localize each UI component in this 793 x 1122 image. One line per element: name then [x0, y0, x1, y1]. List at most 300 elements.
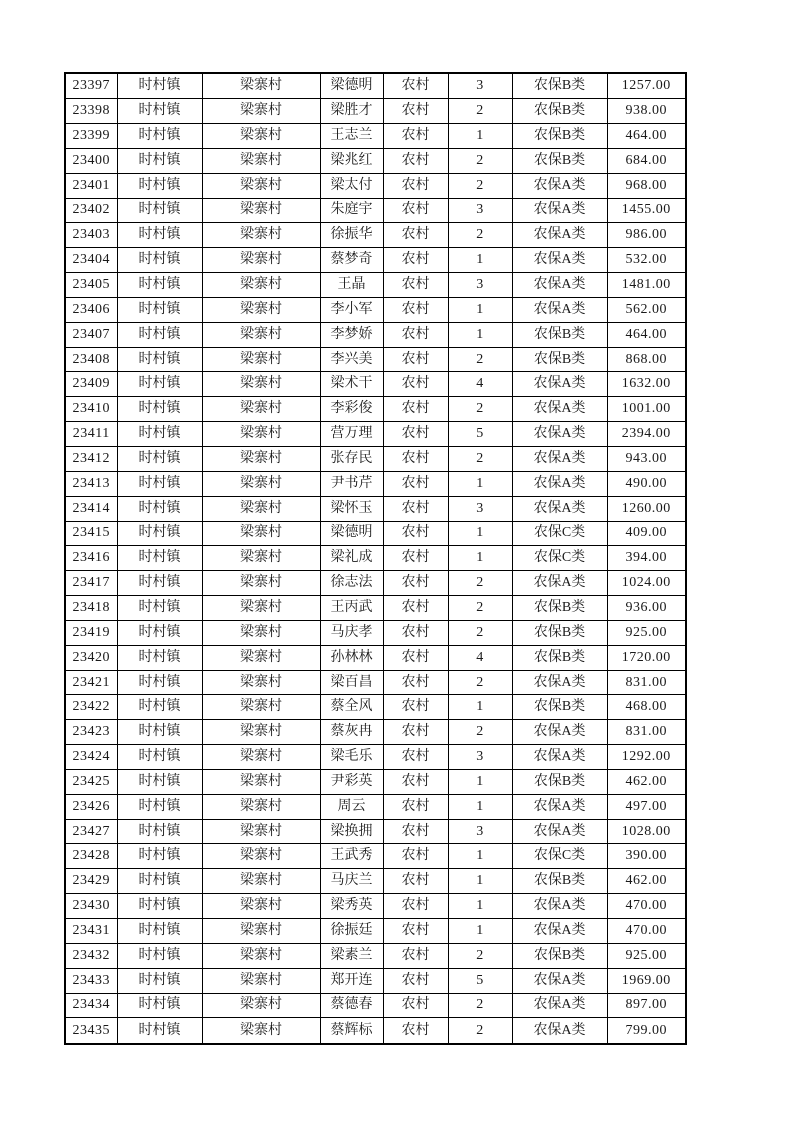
cell-name: 尹书芹 — [320, 471, 383, 496]
cell-residence: 农村 — [383, 546, 448, 571]
cell-residence: 农村 — [383, 620, 448, 645]
cell-town: 时村镇 — [117, 273, 202, 298]
cell-amount: 1260.00 — [607, 496, 686, 521]
cell-residence: 农村 — [383, 943, 448, 968]
cell-id: 23430 — [65, 894, 117, 919]
cell-town: 时村镇 — [117, 446, 202, 471]
cell-town: 时村镇 — [117, 546, 202, 571]
cell-name: 梁德明 — [320, 521, 383, 546]
cell-name: 朱庭宇 — [320, 198, 383, 223]
cell-village: 梁寨村 — [202, 223, 320, 248]
table-row — [65, 769, 686, 794]
cell-town: 时村镇 — [117, 670, 202, 695]
cell-count: 5 — [448, 422, 512, 447]
cell-amount: 868.00 — [607, 347, 686, 372]
cell-id: 23399 — [65, 124, 117, 149]
cell-amount: 1028.00 — [607, 819, 686, 844]
cell-residence: 农村 — [383, 248, 448, 273]
cell-count: 2 — [448, 446, 512, 471]
cell-id: 23410 — [65, 397, 117, 422]
cell-town: 时村镇 — [117, 596, 202, 621]
cell-id: 23424 — [65, 745, 117, 770]
cell-residence: 农村 — [383, 1018, 448, 1044]
table-row — [65, 571, 686, 596]
cell-count: 2 — [448, 943, 512, 968]
cell-id: 23426 — [65, 794, 117, 819]
cell-residence: 农村 — [383, 745, 448, 770]
table-row — [65, 446, 686, 471]
cell-town: 时村镇 — [117, 745, 202, 770]
cell-name: 梁兆红 — [320, 148, 383, 173]
cell-town: 时村镇 — [117, 198, 202, 223]
table-row — [65, 521, 686, 546]
cell-name: 徐志法 — [320, 571, 383, 596]
cell-amount: 394.00 — [607, 546, 686, 571]
cell-amount: 1632.00 — [607, 372, 686, 397]
cell-id: 23417 — [65, 571, 117, 596]
cell-id: 23432 — [65, 943, 117, 968]
cell-amount: 1720.00 — [607, 645, 686, 670]
cell-name: 梁换拥 — [320, 819, 383, 844]
cell-name: 李彩俊 — [320, 397, 383, 422]
cell-residence: 农村 — [383, 347, 448, 372]
cell-village: 梁寨村 — [202, 422, 320, 447]
cell-insurance_class: 农保A类 — [512, 993, 607, 1018]
cell-count: 1 — [448, 297, 512, 322]
cell-name: 张存民 — [320, 446, 383, 471]
cell-insurance_class: 农保B类 — [512, 596, 607, 621]
cell-residence: 农村 — [383, 223, 448, 248]
cell-residence: 农村 — [383, 372, 448, 397]
cell-id: 23421 — [65, 670, 117, 695]
cell-insurance_class: 农保A类 — [512, 670, 607, 695]
table-row — [65, 148, 686, 173]
cell-village: 梁寨村 — [202, 198, 320, 223]
cell-count: 1 — [448, 894, 512, 919]
cell-insurance_class: 农保B类 — [512, 99, 607, 124]
cell-amount: 925.00 — [607, 943, 686, 968]
cell-id: 23409 — [65, 372, 117, 397]
table-row — [65, 223, 686, 248]
cell-village: 梁寨村 — [202, 297, 320, 322]
cell-count: 3 — [448, 745, 512, 770]
cell-id: 23397 — [65, 73, 117, 99]
cell-id: 23404 — [65, 248, 117, 273]
cell-residence: 农村 — [383, 124, 448, 149]
cell-amount: 986.00 — [607, 223, 686, 248]
table-row — [65, 844, 686, 869]
cell-amount: 1292.00 — [607, 745, 686, 770]
cell-town: 时村镇 — [117, 894, 202, 919]
cell-town: 时村镇 — [117, 943, 202, 968]
table-row — [65, 422, 686, 447]
cell-count: 1 — [448, 521, 512, 546]
cell-name: 梁礼成 — [320, 546, 383, 571]
cell-name: 李小军 — [320, 297, 383, 322]
cell-town: 时村镇 — [117, 794, 202, 819]
cell-name: 蔡灰冉 — [320, 720, 383, 745]
cell-insurance_class: 农保A类 — [512, 496, 607, 521]
cell-id: 23414 — [65, 496, 117, 521]
table-row — [65, 496, 686, 521]
cell-town: 时村镇 — [117, 869, 202, 894]
cell-insurance_class: 农保B类 — [512, 148, 607, 173]
cell-insurance_class: 农保A类 — [512, 819, 607, 844]
table-row — [65, 943, 686, 968]
cell-amount: 1024.00 — [607, 571, 686, 596]
cell-count: 3 — [448, 819, 512, 844]
cell-residence: 农村 — [383, 695, 448, 720]
cell-amount: 470.00 — [607, 894, 686, 919]
cell-village: 梁寨村 — [202, 173, 320, 198]
cell-town: 时村镇 — [117, 695, 202, 720]
table-row — [65, 819, 686, 844]
table-row — [65, 198, 686, 223]
cell-residence: 农村 — [383, 645, 448, 670]
cell-residence: 农村 — [383, 446, 448, 471]
cell-count: 3 — [448, 496, 512, 521]
cell-id: 23435 — [65, 1018, 117, 1044]
cell-id: 23419 — [65, 620, 117, 645]
cell-insurance_class: 农保A类 — [512, 273, 607, 298]
cell-id: 23407 — [65, 322, 117, 347]
cell-count: 1 — [448, 322, 512, 347]
table-row — [65, 546, 686, 571]
cell-residence: 农村 — [383, 844, 448, 869]
cell-name: 徐振廷 — [320, 919, 383, 944]
table-row — [65, 73, 686, 99]
cell-name: 梁术干 — [320, 372, 383, 397]
cell-insurance_class: 农保B类 — [512, 943, 607, 968]
table-row — [65, 471, 686, 496]
cell-amount: 462.00 — [607, 769, 686, 794]
cell-town: 时村镇 — [117, 99, 202, 124]
cell-town: 时村镇 — [117, 769, 202, 794]
cell-residence: 农村 — [383, 596, 448, 621]
cell-residence: 农村 — [383, 670, 448, 695]
table-row — [65, 869, 686, 894]
cell-id: 23425 — [65, 769, 117, 794]
cell-count: 4 — [448, 645, 512, 670]
cell-village: 梁寨村 — [202, 745, 320, 770]
cell-amount: 831.00 — [607, 720, 686, 745]
cell-count: 2 — [448, 223, 512, 248]
cell-insurance_class: 农保B类 — [512, 347, 607, 372]
cell-insurance_class: 农保B类 — [512, 645, 607, 670]
cell-amount: 936.00 — [607, 596, 686, 621]
cell-count: 1 — [448, 844, 512, 869]
cell-town: 时村镇 — [117, 397, 202, 422]
cell-village: 梁寨村 — [202, 496, 320, 521]
cell-village: 梁寨村 — [202, 794, 320, 819]
cell-town: 时村镇 — [117, 422, 202, 447]
cell-name: 郑开连 — [320, 968, 383, 993]
cell-insurance_class: 农保A类 — [512, 1018, 607, 1044]
cell-id: 23423 — [65, 720, 117, 745]
cell-residence: 农村 — [383, 273, 448, 298]
records-table — [64, 72, 687, 1045]
table-row — [65, 596, 686, 621]
cell-residence: 农村 — [383, 99, 448, 124]
table-row — [65, 124, 686, 149]
cell-name: 梁德明 — [320, 73, 383, 99]
cell-amount: 897.00 — [607, 993, 686, 1018]
cell-town: 时村镇 — [117, 645, 202, 670]
table-row — [65, 173, 686, 198]
cell-insurance_class: 农保A类 — [512, 571, 607, 596]
cell-count: 3 — [448, 273, 512, 298]
cell-name: 李梦娇 — [320, 322, 383, 347]
cell-id: 23416 — [65, 546, 117, 571]
cell-insurance_class: 农保A类 — [512, 198, 607, 223]
cell-insurance_class: 农保B类 — [512, 769, 607, 794]
cell-insurance_class: 农保A类 — [512, 397, 607, 422]
cell-name: 王丙武 — [320, 596, 383, 621]
cell-name: 蔡德春 — [320, 993, 383, 1018]
cell-town: 时村镇 — [117, 124, 202, 149]
cell-village: 梁寨村 — [202, 73, 320, 99]
cell-residence: 农村 — [383, 968, 448, 993]
cell-town: 时村镇 — [117, 1018, 202, 1044]
cell-town: 时村镇 — [117, 993, 202, 1018]
cell-town: 时村镇 — [117, 844, 202, 869]
cell-residence: 农村 — [383, 521, 448, 546]
cell-town: 时村镇 — [117, 173, 202, 198]
cell-amount: 2394.00 — [607, 422, 686, 447]
cell-count: 5 — [448, 968, 512, 993]
cell-amount: 968.00 — [607, 173, 686, 198]
cell-name: 梁秀英 — [320, 894, 383, 919]
cell-name: 马庆兰 — [320, 869, 383, 894]
cell-residence: 农村 — [383, 496, 448, 521]
cell-insurance_class: 农保A类 — [512, 794, 607, 819]
cell-village: 梁寨村 — [202, 620, 320, 645]
cell-village: 梁寨村 — [202, 919, 320, 944]
cell-town: 时村镇 — [117, 148, 202, 173]
cell-name: 李兴美 — [320, 347, 383, 372]
cell-id: 23401 — [65, 173, 117, 198]
cell-residence: 农村 — [383, 173, 448, 198]
cell-insurance_class: 农保A类 — [512, 446, 607, 471]
cell-amount: 943.00 — [607, 446, 686, 471]
cell-amount: 1969.00 — [607, 968, 686, 993]
cell-town: 时村镇 — [117, 372, 202, 397]
cell-count: 4 — [448, 372, 512, 397]
cell-residence: 农村 — [383, 73, 448, 99]
cell-id: 23408 — [65, 347, 117, 372]
cell-residence: 农村 — [383, 471, 448, 496]
cell-village: 梁寨村 — [202, 322, 320, 347]
cell-name: 马庆孝 — [320, 620, 383, 645]
cell-amount: 462.00 — [607, 869, 686, 894]
cell-insurance_class: 农保B类 — [512, 124, 607, 149]
cell-insurance_class: 农保C类 — [512, 546, 607, 571]
cell-count: 1 — [448, 471, 512, 496]
cell-village: 梁寨村 — [202, 148, 320, 173]
cell-insurance_class: 农保A类 — [512, 968, 607, 993]
cell-village: 梁寨村 — [202, 968, 320, 993]
cell-amount: 470.00 — [607, 919, 686, 944]
cell-town: 时村镇 — [117, 248, 202, 273]
cell-insurance_class: 农保A类 — [512, 894, 607, 919]
cell-name: 王武秀 — [320, 844, 383, 869]
cell-amount: 938.00 — [607, 99, 686, 124]
cell-insurance_class: 农保B类 — [512, 620, 607, 645]
cell-village: 梁寨村 — [202, 397, 320, 422]
cell-village: 梁寨村 — [202, 99, 320, 124]
cell-id: 23405 — [65, 273, 117, 298]
cell-residence: 农村 — [383, 819, 448, 844]
cell-id: 23412 — [65, 446, 117, 471]
cell-name: 王志兰 — [320, 124, 383, 149]
cell-name: 营万理 — [320, 422, 383, 447]
cell-amount: 409.00 — [607, 521, 686, 546]
cell-town: 时村镇 — [117, 347, 202, 372]
cell-residence: 农村 — [383, 397, 448, 422]
cell-village: 梁寨村 — [202, 248, 320, 273]
cell-village: 梁寨村 — [202, 471, 320, 496]
cell-town: 时村镇 — [117, 73, 202, 99]
cell-count: 2 — [448, 720, 512, 745]
cell-amount: 562.00 — [607, 297, 686, 322]
cell-amount: 497.00 — [607, 794, 686, 819]
cell-amount: 468.00 — [607, 695, 686, 720]
cell-town: 时村镇 — [117, 968, 202, 993]
cell-amount: 1481.00 — [607, 273, 686, 298]
cell-id: 23418 — [65, 596, 117, 621]
cell-residence: 农村 — [383, 322, 448, 347]
cell-amount: 925.00 — [607, 620, 686, 645]
cell-id: 23427 — [65, 819, 117, 844]
table-row — [65, 397, 686, 422]
cell-insurance_class: 农保A类 — [512, 919, 607, 944]
cell-amount: 532.00 — [607, 248, 686, 273]
table-row — [65, 993, 686, 1018]
cell-count: 2 — [448, 571, 512, 596]
cell-village: 梁寨村 — [202, 943, 320, 968]
cell-count: 1 — [448, 248, 512, 273]
cell-village: 梁寨村 — [202, 273, 320, 298]
cell-residence: 农村 — [383, 869, 448, 894]
cell-id: 23402 — [65, 198, 117, 223]
cell-id: 23398 — [65, 99, 117, 124]
cell-village: 梁寨村 — [202, 844, 320, 869]
cell-residence: 农村 — [383, 919, 448, 944]
cell-village: 梁寨村 — [202, 446, 320, 471]
cell-count: 1 — [448, 695, 512, 720]
cell-residence: 农村 — [383, 198, 448, 223]
cell-town: 时村镇 — [117, 571, 202, 596]
cell-residence: 农村 — [383, 720, 448, 745]
table-row — [65, 745, 686, 770]
cell-count: 1 — [448, 794, 512, 819]
cell-village: 梁寨村 — [202, 993, 320, 1018]
cell-count: 2 — [448, 620, 512, 645]
cell-village: 梁寨村 — [202, 124, 320, 149]
cell-insurance_class: 农保A类 — [512, 471, 607, 496]
cell-insurance_class: 农保C类 — [512, 844, 607, 869]
cell-count: 2 — [448, 148, 512, 173]
cell-insurance_class: 农保A类 — [512, 223, 607, 248]
cell-id: 23406 — [65, 297, 117, 322]
cell-residence: 农村 — [383, 422, 448, 447]
cell-town: 时村镇 — [117, 720, 202, 745]
table-row — [65, 794, 686, 819]
table-row — [65, 645, 686, 670]
cell-residence: 农村 — [383, 148, 448, 173]
table-row — [65, 347, 686, 372]
cell-amount: 1257.00 — [607, 73, 686, 99]
cell-village: 梁寨村 — [202, 670, 320, 695]
cell-name: 梁太付 — [320, 173, 383, 198]
cell-count: 3 — [448, 73, 512, 99]
table-row — [65, 968, 686, 993]
cell-residence: 农村 — [383, 571, 448, 596]
cell-count: 1 — [448, 919, 512, 944]
table-row — [65, 297, 686, 322]
cell-amount: 1455.00 — [607, 198, 686, 223]
cell-village: 梁寨村 — [202, 869, 320, 894]
cell-count: 1 — [448, 546, 512, 571]
cell-count: 2 — [448, 670, 512, 695]
cell-id: 23415 — [65, 521, 117, 546]
cell-town: 时村镇 — [117, 297, 202, 322]
cell-residence: 农村 — [383, 794, 448, 819]
cell-insurance_class: 农保B类 — [512, 869, 607, 894]
cell-count: 2 — [448, 1018, 512, 1044]
cell-id: 23434 — [65, 993, 117, 1018]
cell-name: 梁毛乐 — [320, 745, 383, 770]
cell-count: 1 — [448, 869, 512, 894]
cell-insurance_class: 农保A类 — [512, 422, 607, 447]
cell-town: 时村镇 — [117, 521, 202, 546]
cell-village: 梁寨村 — [202, 769, 320, 794]
cell-village: 梁寨村 — [202, 1018, 320, 1044]
cell-amount: 831.00 — [607, 670, 686, 695]
cell-residence: 农村 — [383, 769, 448, 794]
cell-id: 23400 — [65, 148, 117, 173]
cell-village: 梁寨村 — [202, 720, 320, 745]
cell-village: 梁寨村 — [202, 894, 320, 919]
table-row — [65, 322, 686, 347]
cell-id: 23420 — [65, 645, 117, 670]
cell-village: 梁寨村 — [202, 347, 320, 372]
cell-insurance_class: 农保B类 — [512, 73, 607, 99]
table-row — [65, 919, 686, 944]
table-row — [65, 894, 686, 919]
cell-name: 尹彩英 — [320, 769, 383, 794]
cell-amount: 799.00 — [607, 1018, 686, 1044]
cell-count: 3 — [448, 198, 512, 223]
cell-count: 1 — [448, 124, 512, 149]
cell-id: 23411 — [65, 422, 117, 447]
table-row — [65, 99, 686, 124]
cell-count: 2 — [448, 173, 512, 198]
table-row — [65, 248, 686, 273]
cell-name: 梁胜才 — [320, 99, 383, 124]
cell-residence: 农村 — [383, 297, 448, 322]
cell-town: 时村镇 — [117, 471, 202, 496]
cell-insurance_class: 农保A类 — [512, 372, 607, 397]
cell-insurance_class: 农保A类 — [512, 745, 607, 770]
cell-count: 2 — [448, 596, 512, 621]
cell-name: 蔡全风 — [320, 695, 383, 720]
cell-village: 梁寨村 — [202, 645, 320, 670]
cell-residence: 农村 — [383, 993, 448, 1018]
cell-name: 徐振华 — [320, 223, 383, 248]
cell-town: 时村镇 — [117, 819, 202, 844]
cell-village: 梁寨村 — [202, 819, 320, 844]
